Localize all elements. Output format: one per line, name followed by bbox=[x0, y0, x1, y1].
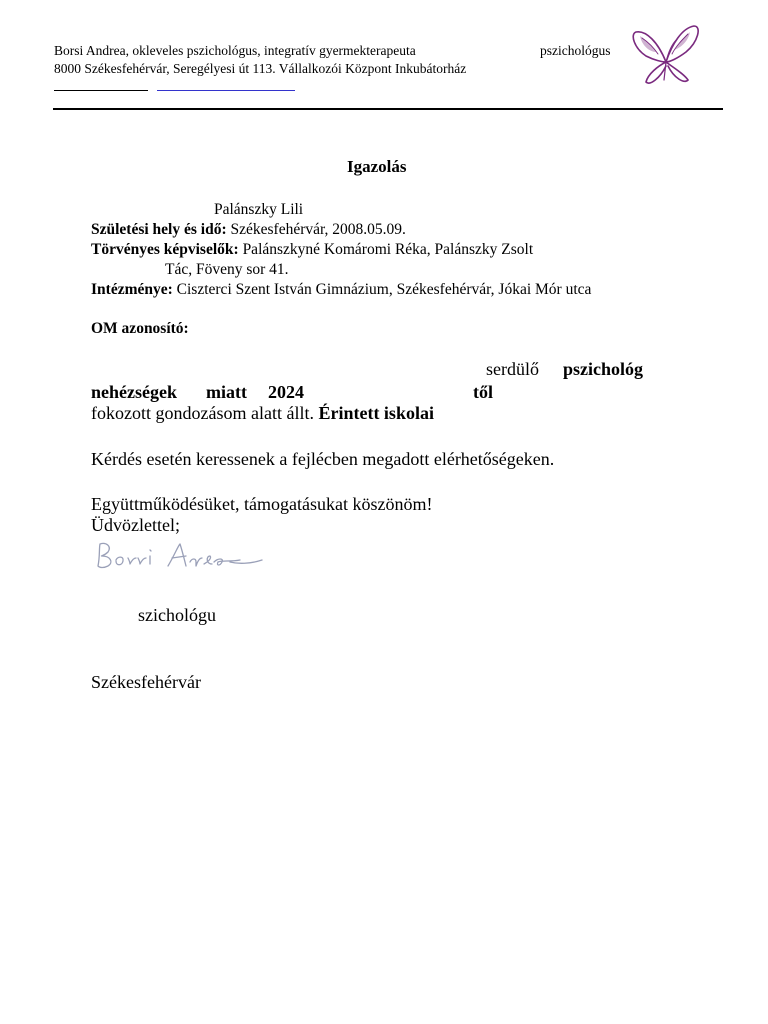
institution-label: Intézménye: bbox=[91, 281, 173, 298]
fragment-tol: től bbox=[473, 382, 493, 402]
signer-role: szichológu bbox=[138, 605, 216, 625]
handwritten-signature bbox=[90, 536, 270, 576]
institution-value: Ciszterci Szent István Gimnázium, Székesfehérvár, Jókai Mór utca bbox=[176, 281, 592, 298]
guardians-value: Palánszkyné Komáromi Réka, Palánszky Zsolt bbox=[242, 241, 534, 258]
question-text: Kérdés esetén keressenek a fejlécben megadott elérhetőségeken. bbox=[91, 449, 555, 469]
birth-value: Székesfehérvár, 2008.05.09. bbox=[230, 221, 406, 238]
header-divider bbox=[53, 108, 723, 110]
header-line-1: Borsi Andrea, okleveles pszichológus, integratív gyermekterapeuta bbox=[54, 43, 416, 58]
guardians-line bbox=[91, 240, 533, 259]
guardians-label: Törvényes képviselők: bbox=[91, 241, 239, 258]
fragment-pszicholog: pszichológ bbox=[563, 359, 644, 379]
fragment-year: 2024 bbox=[268, 382, 304, 402]
page-title: Igazolás bbox=[347, 157, 407, 176]
butterfly-logo-icon bbox=[628, 22, 704, 88]
thanks-text: Együttműködésüket, támogatásukat köszönöm! bbox=[91, 494, 433, 514]
care-line bbox=[91, 402, 434, 424]
header-role: pszichológus bbox=[540, 43, 611, 58]
header-address: 8000 Székesfehérvár, Seregélyesi út 113. Vállalkozói Központ Inkubátorház bbox=[54, 61, 467, 76]
address: Tác, Föveny sor 41. bbox=[165, 261, 289, 278]
birth-line bbox=[91, 220, 406, 239]
greeting-text: Üdvözlettel; bbox=[91, 515, 180, 535]
patient-name: Palánszky Lili bbox=[214, 201, 304, 218]
care-text: fokozott gondozásom alatt állt. bbox=[91, 403, 314, 423]
fragment-miatt: miatt bbox=[206, 382, 247, 402]
city: Székesfehérvár bbox=[91, 672, 201, 692]
om-label: OM azonosító: bbox=[91, 320, 189, 337]
header-email-link[interactable] bbox=[157, 90, 295, 91]
birth-label: Születési hely és idő: bbox=[91, 221, 227, 238]
fragment-nehezsegek: nehézségek bbox=[91, 382, 177, 402]
institution-line bbox=[91, 280, 591, 299]
care-bold: Érintett iskolai bbox=[318, 403, 434, 423]
header-underline bbox=[54, 90, 148, 91]
fragment-serdulo: serdülő bbox=[486, 359, 539, 379]
